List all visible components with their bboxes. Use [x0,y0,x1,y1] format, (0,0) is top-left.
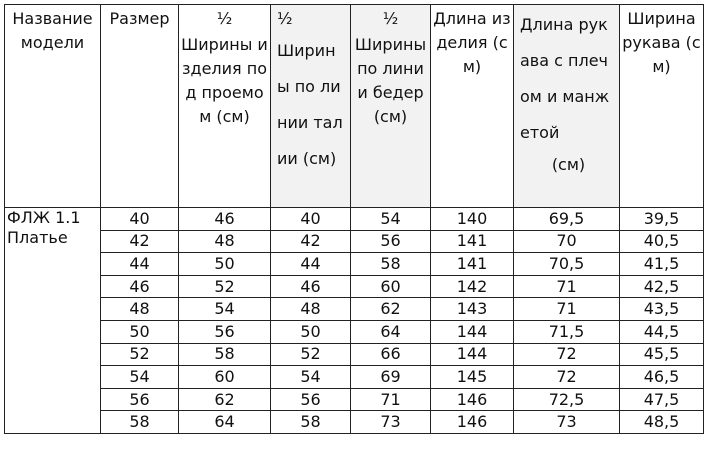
header-sleeve-width-text: Ширина рукава (см) [622,9,701,76]
cell-armhole: 52 [179,275,271,298]
cell-length: 145 [431,366,514,389]
cell-size: 52 [101,343,179,366]
table-row [5,253,704,276]
cell-sleeve-length: 70,5 [514,253,620,276]
cell-armhole: 48 [179,230,271,253]
header-half-width-waist-frac: ½ [277,9,293,28]
header-sleeve-width [620,5,704,208]
cell-hips: 62 [351,298,431,321]
cell-sleeve-width: 44,5 [620,320,704,343]
cell-armhole: 60 [179,366,271,389]
cell-size: 40 [101,208,179,231]
cell-waist: 42 [271,230,351,253]
table-row [5,230,704,253]
cell-size: 48 [101,298,179,321]
cell-armhole: 50 [179,253,271,276]
cell-sleeve-width: 39,5 [620,208,704,231]
header-half-width-hips [351,5,431,208]
cell-hips: 73 [351,411,431,434]
cell-length: 141 [431,253,514,276]
cell-sleeve-length: 72 [514,366,620,389]
size-chart-table [4,4,704,434]
header-half-width-armhole [179,5,271,208]
cell-waist: 48 [271,298,351,321]
cell-sleeve-width: 46,5 [620,366,704,389]
cell-sleeve-width: 41,5 [620,253,704,276]
cell-sleeve-width: 47,5 [620,388,704,411]
cell-size: 42 [101,230,179,253]
table-row [5,208,704,231]
cell-sleeve-length: 70 [514,230,620,253]
header-row [5,5,704,208]
cell-size: 50 [101,320,179,343]
cell-length: 146 [431,411,514,434]
cell-waist: 52 [271,343,351,366]
cell-waist: 46 [271,275,351,298]
header-sleeve-length [514,5,620,208]
cell-hips: 71 [351,388,431,411]
cell-hips: 69 [351,366,431,389]
cell-armhole: 64 [179,411,271,434]
cell-armhole: 54 [179,298,271,321]
header-half-width-armhole-frac: ½ [216,9,233,28]
header-model-name-text: Название модели [12,9,93,52]
table-row [5,411,704,434]
header-half-width-hips-text: Ширины по линии бедер (см) [354,35,427,126]
table-row [5,366,704,389]
cell-sleeve-length: 71,5 [514,320,620,343]
table-row [5,320,704,343]
cell-sleeve-length: 71 [514,298,620,321]
cell-length: 146 [431,388,514,411]
cell-waist: 54 [271,366,351,389]
cell-length: 144 [431,343,514,366]
header-length [431,5,514,208]
cell-waist: 50 [271,320,351,343]
cell-armhole: 46 [179,208,271,231]
cell-size: 54 [101,366,179,389]
model-code: ФЛЖ 1.1 [7,208,81,227]
cell-length: 140 [431,208,514,231]
table-row [5,275,704,298]
header-half-width-waist-text: Ширины по линии талии (см) [277,41,343,168]
cell-sleeve-length: 69,5 [514,208,620,231]
cell-size: 46 [101,275,179,298]
header-half-width-armhole-text: Ширины изделия под проемом (см) [181,35,268,126]
header-sleeve-length-unit: (см) [551,155,586,174]
cell-armhole: 58 [179,343,271,366]
header-sleeve-length-text: Длина рукава с плечом и манжетой [520,15,610,142]
cell-length: 142 [431,275,514,298]
cell-waist: 44 [271,253,351,276]
cell-size: 56 [101,388,179,411]
cell-hips: 64 [351,320,431,343]
header-size-text: Размер [109,9,170,28]
header-length-text: Длина изделия (см) [433,9,511,76]
table-row [5,388,704,411]
cell-sleeve-length: 72 [514,343,620,366]
cell-sleeve-length: 73 [514,411,620,434]
cell-hips: 60 [351,275,431,298]
cell-length: 141 [431,230,514,253]
model-name: Платье [7,228,68,247]
header-model-name [5,5,101,208]
cell-waist: 58 [271,411,351,434]
table-row [5,298,704,321]
cell-waist: 56 [271,388,351,411]
cell-sleeve-width: 43,5 [620,298,704,321]
cell-armhole: 62 [179,388,271,411]
cell-hips: 58 [351,253,431,276]
header-size [101,5,179,208]
cell-length: 143 [431,298,514,321]
cell-size: 58 [101,411,179,434]
cell-sleeve-length: 72,5 [514,388,620,411]
cell-waist: 40 [271,208,351,231]
cell-size: 44 [101,253,179,276]
cell-hips: 56 [351,230,431,253]
cell-sleeve-width: 40,5 [620,230,704,253]
cell-sleeve-width: 45,5 [620,343,704,366]
table-row [5,343,704,366]
cell-armhole: 56 [179,320,271,343]
header-half-width-hips-frac: ½ [382,9,399,28]
cell-hips: 66 [351,343,431,366]
cell-sleeve-width: 42,5 [620,275,704,298]
cell-length: 144 [431,320,514,343]
model-name-cell [5,208,101,434]
cell-hips: 54 [351,208,431,231]
cell-sleeve-length: 71 [514,275,620,298]
header-half-width-waist [271,5,351,208]
cell-sleeve-width: 48,5 [620,411,704,434]
